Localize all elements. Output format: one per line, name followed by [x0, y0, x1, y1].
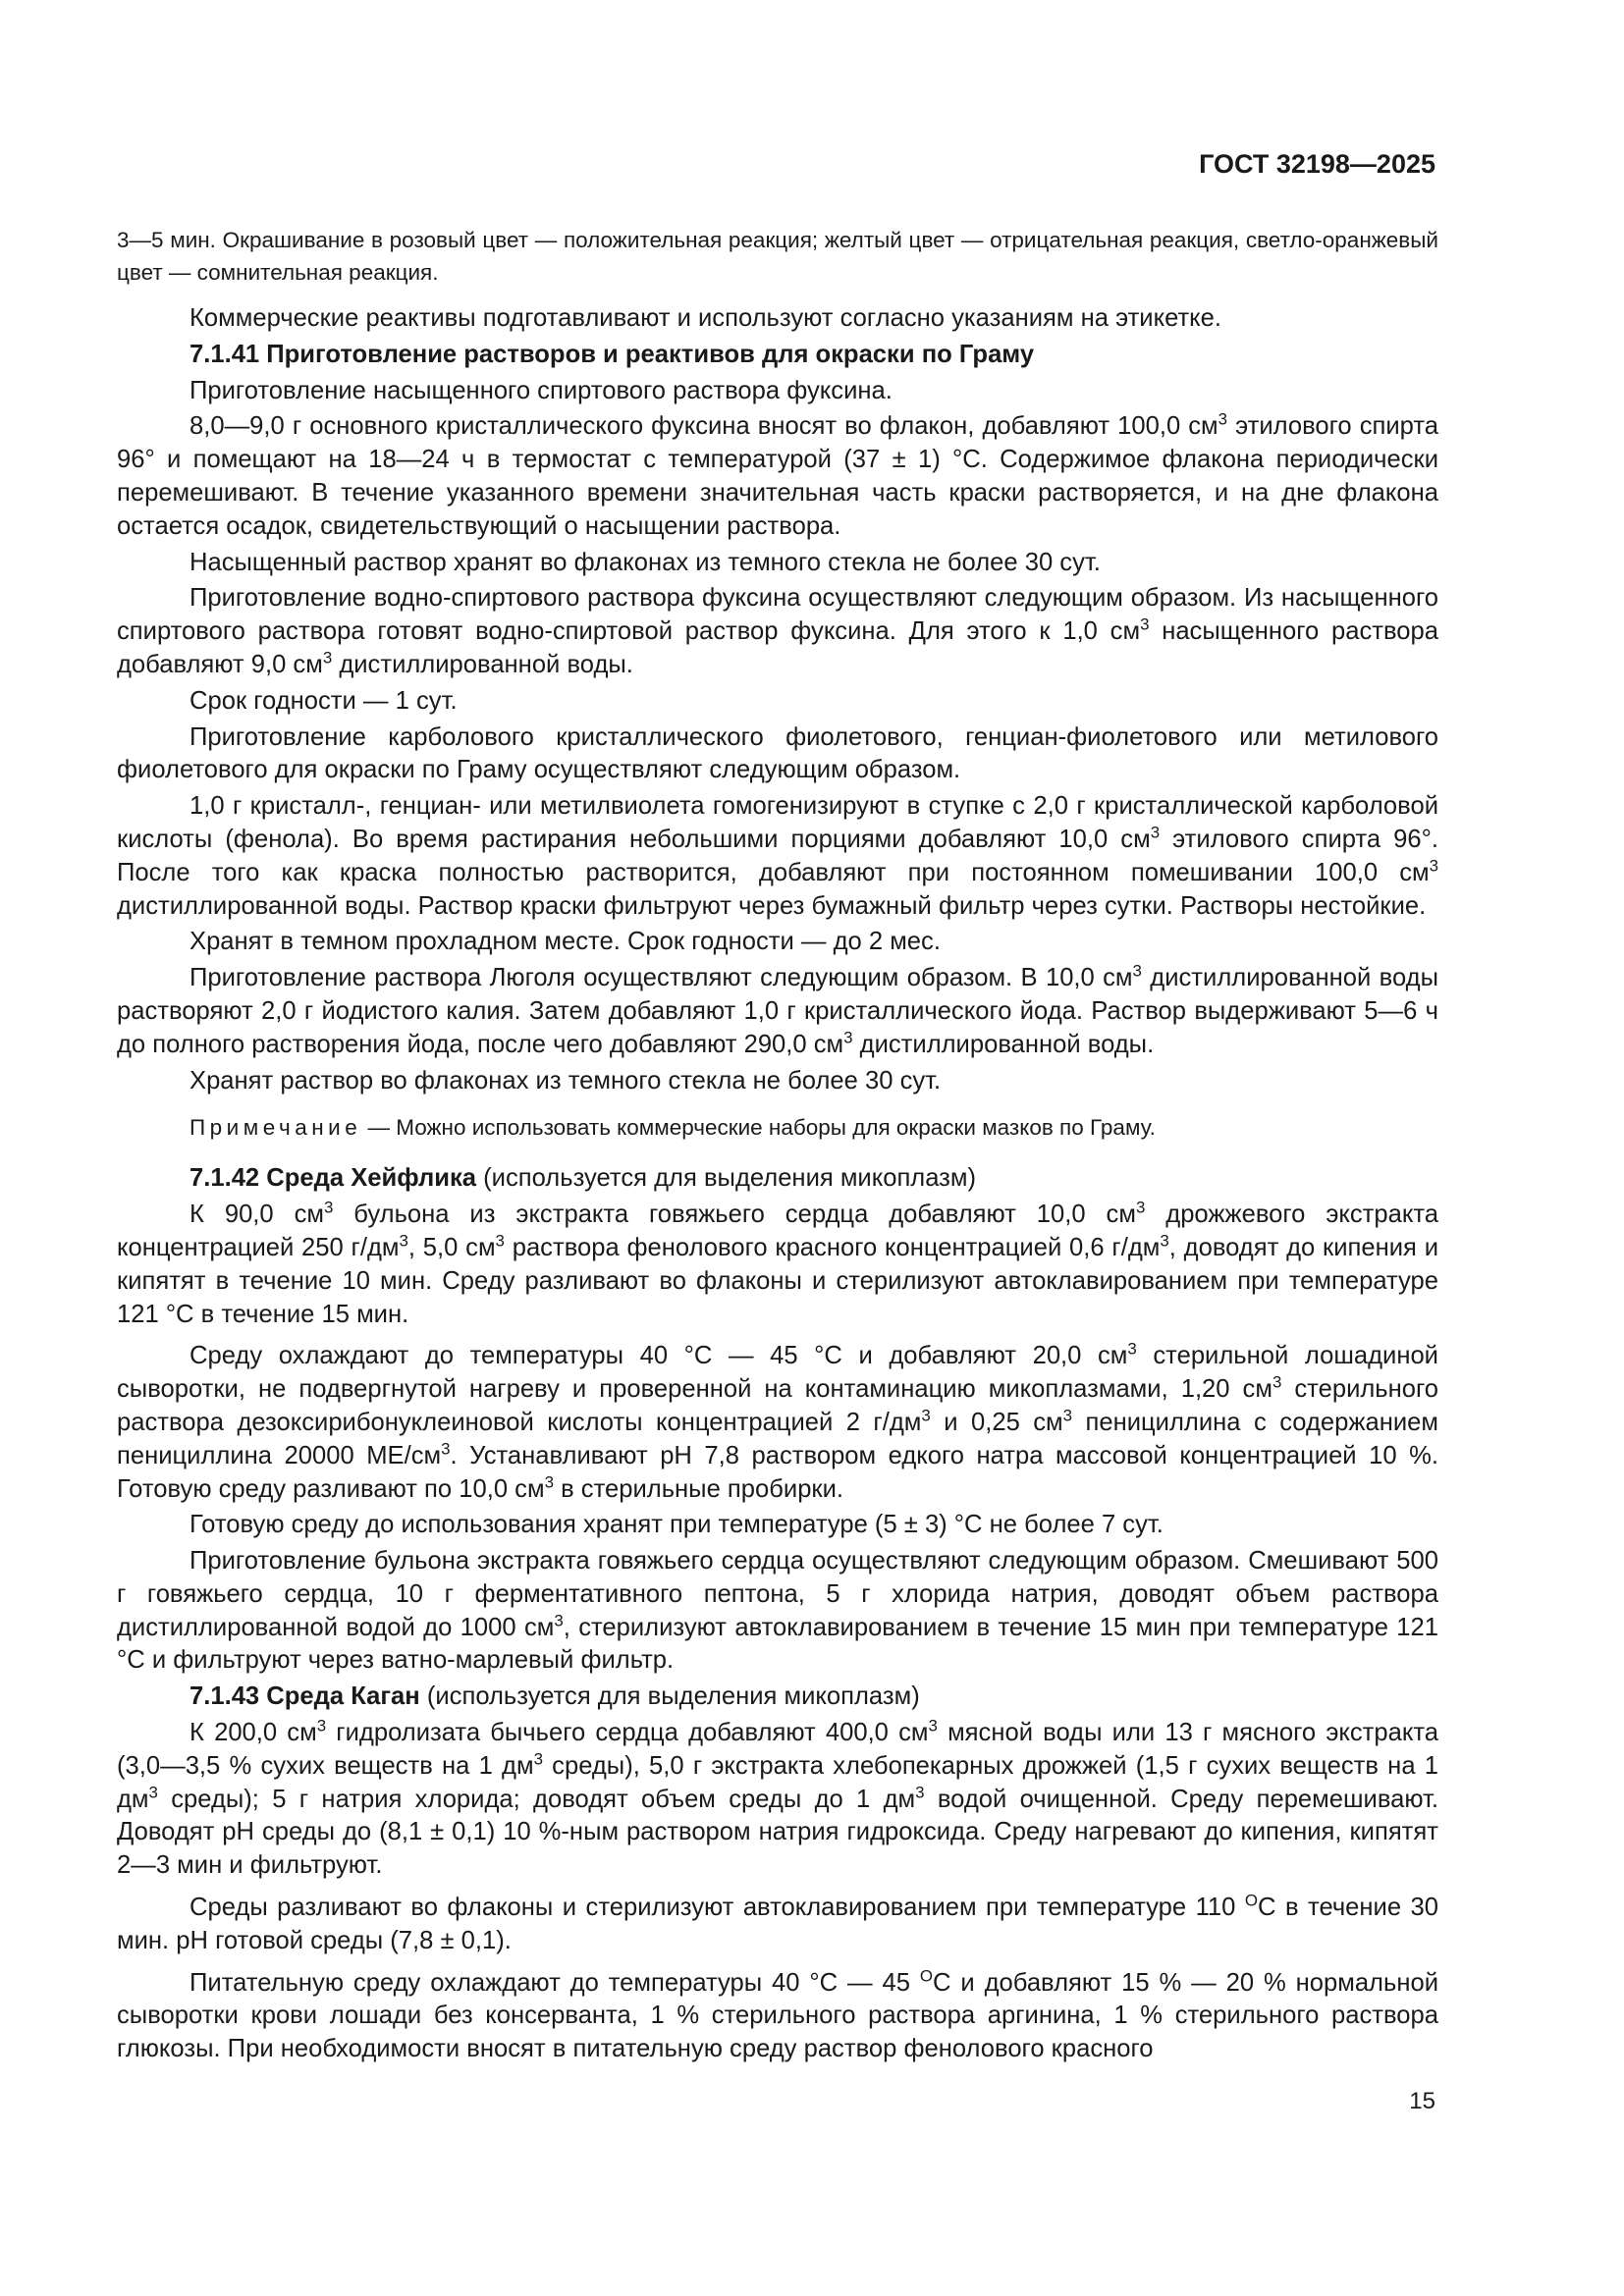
paragraph-lugol-storage: Хранят раствор во флаконах из темного стекла не более 30 сут. [189, 1066, 942, 1095]
document-header-id: ГОСТ 32198—2025 [1199, 149, 1435, 179]
paragraph-commercial-reagents: Коммерческие реактивы подготавливают и используют согласно указаниям на этикетке. [189, 304, 1222, 332]
paragraph-beef-heart-broth: Приготовление бульона экстракта говяжьего сердца осуществляют следующим образом. Смешивают 500 г говяжьего сердца, 10 г ферментативного пептона, 5 г хлорида натрия, доводят объем раствора дистиллированной водой до 1000 $см^3$, стерилизуют автоклавированием в течение 15 мин при температуре 121 °С и фильтруют через ватно-марлевый фильтр. [117, 1547, 1439, 1675]
section-heading-7-1-43: 7.1.43 Среда Каган (используется для выделения микоплазм) [189, 1682, 920, 1711]
paragraph-shelf-life: Срок годности — 1 сут. [189, 686, 458, 715]
paragraph-fuchsin-title: Приготовление насыщенного спиртового раствора фуксина. [189, 376, 893, 404]
note-label: Примечание [189, 1115, 362, 1141]
paragraph-hayflick-cooling: Среду охлаждают до температуры 40 °С — 45 °С и добавляют 20,0 $см^3$ стерильной лошадиной сыворотки, не подвергнутой нагреву и проверенной на контаминацию микоплазмами, 1,20 $см^3$ стерильного раствора дезоксирибонуклеиновой кислоты концентрацией 2 $г/дм^3$ и 0,25 $см^3$ пенициллина с содержанием пенициллина 20000 $МЕ/см^3$. Устанавливают pH 7,8 раствором едкого натра массовой концентрацией 10 %. Готовую среду разливают по 10,0 $см^3$ в стерильные пробирки. [117, 1340, 1439, 1503]
document-body [117, 224, 1438, 2069]
section-heading-7-1-42: 7.1.42 Среда Хейфлика (используется для выделения микоплазм) [189, 1164, 977, 1193]
paragraph-fuchsin-preparation: 8,0—9,0 г основного кристаллического фуксина вносят во флакон, добавляют 100,0 $см^3$ этилового спирта 96° и помещают на 18—24 ч в термостат с температурой (37 ± 1) °С. Содержимое флакона периодически перемешивают. В течение указанного времени значительная часть краски растворяется, и на дне флакона остается осадок, свидетельствующий о насыщении раствора. [117, 410, 1438, 540]
paragraph-crystal-violet-storage: Хранят в темном прохладном месте. Срок годности — до 2 мес. [189, 928, 941, 956]
paragraph-kagan-composition: К 200,0 $см^3$ гидролизата бычьего сердца добавляют 400,0 $см^3$ мясной воды или 13 г мясного экстракта (3,0—3,5 % сухих веществ на 1 $дм^3$ среды), 5,0 г экстракта хлебопекарных дрожжей (1,5 г сухих веществ на 1 $дм^3$ среды); 5 г натрия хлорида; доводят объем среды до 1 $дм^3$ водой очищенной. Среду перемешивают. Доводят pH среды до (8,1 ± 0,1) 10 %-ным раствором натрия гидроксида. Среду нагревают до кипения, кипятят 2—3 мин и фильтруют. [117, 1716, 1439, 1880]
page-number: 15 [1409, 2088, 1435, 2114]
note-gram-kits: Примечание — Можно использовать коммерческие наборы для окраски мазков по Граму. [189, 1115, 1156, 1141]
paragraph-hayflick-storage: Готовую среду до использования хранят при температуре (5 ± 3) °С не более 7 сут. [189, 1511, 1164, 1539]
paragraph-kagan-sterilization: Среды разливают во флаконы и стерилизуют автоклавированием при температуре 110 $^О$С в течение 30 мин. pH готовой среды (7,8 ± 0,1). [117, 1891, 1439, 1954]
paragraph-kagan-serum: Питательную среду охлаждают до температуры 40 °С — 45 $^О$С и добавляют 15 % — 20 % нормальной сыворотки крови лошади без консерванта, 1 % стерильного раствора аргинина, 1 % стерильного раствора глюкозы. При необходимости вносят в питательную среду раствор фенолового красного [117, 1966, 1438, 2063]
paragraph-hayflick-composition: К 90,0 $см^3$ бульона из экстракта говяжьего сердца добавляют 10,0 $см^3$ дрожжевого экстракта концентрацией 250 $г/дм^3$, 5,0 $см^3$ раствора фенолового красного концентрацией 0,6 $г/дм^3$, доводят до кипения и кипятят в течение 10 мин. Среду разливают во флаконы и стерилизуют автоклавированием при температуре 121 °С в течение 15 мин. [117, 1198, 1439, 1328]
paragraph-crystal-violet-title: Приготовление карболового кристаллического фиолетового, генциан-фиолетового или метилового фиолетового для окраски по Граму осуществляют следующим образом. [117, 722, 1438, 784]
paragraph-fuchsin-storage: Насыщенный раствор хранят во флаконах из темного стекла не более 30 сут. [189, 548, 1101, 576]
paragraph-water-alcohol-fuchsin: Приготовление водно-спиртового раствора фуксина осуществляют следующим образом. Из насыщенного спиртового раствора готовят водно-спиртовой раствор фуксина. Для этого к 1,0 $см^3$ насыщенного раствора добавляют 9,0 $см^3$ дистиллированной воды. [117, 584, 1439, 678]
section-heading-7-1-41: 7.1.41 Приготовление растворов и реактивов для окраски по Граму [189, 340, 1035, 368]
paragraph-lugol-preparation: Приготовление раствора Люголя осуществляют следующим образом. В 10,0 $см^3$ дистиллированной воды растворяют 2,0 г йодистого калия. Затем добавляют 1,0 г кристаллического йода. Раствор выдерживают 5—6 ч до полного растворения йода, после чего добавляют 290,0 $см^3$ дистиллированной воды. [117, 961, 1438, 1058]
paragraph-crystal-violet-preparation: 1,0 г кристалл-, генциан- или метилвиолета гомогенизируют в ступке с 2,0 г кристаллической карболовой кислоты (фенола). Во время растирания небольшими порциями добавляют 10,0 $см^3$ этилового спирта 96°. После того как краска полностью растворится, добавляют при постоянном помешивании 100,0 $см^3$ дистиллированной воды. Раствор краски фильтруют через бумажный фильтр через сутки. Растворы нестойкие. [117, 792, 1438, 920]
continuation-paragraph: 3—5 мин. Окрашивание в розовый цвет — положительная реакция; желтый цвет — отрицательная реакция, светло-оранжевый цвет — сомнительная реакция. [117, 228, 1438, 285]
